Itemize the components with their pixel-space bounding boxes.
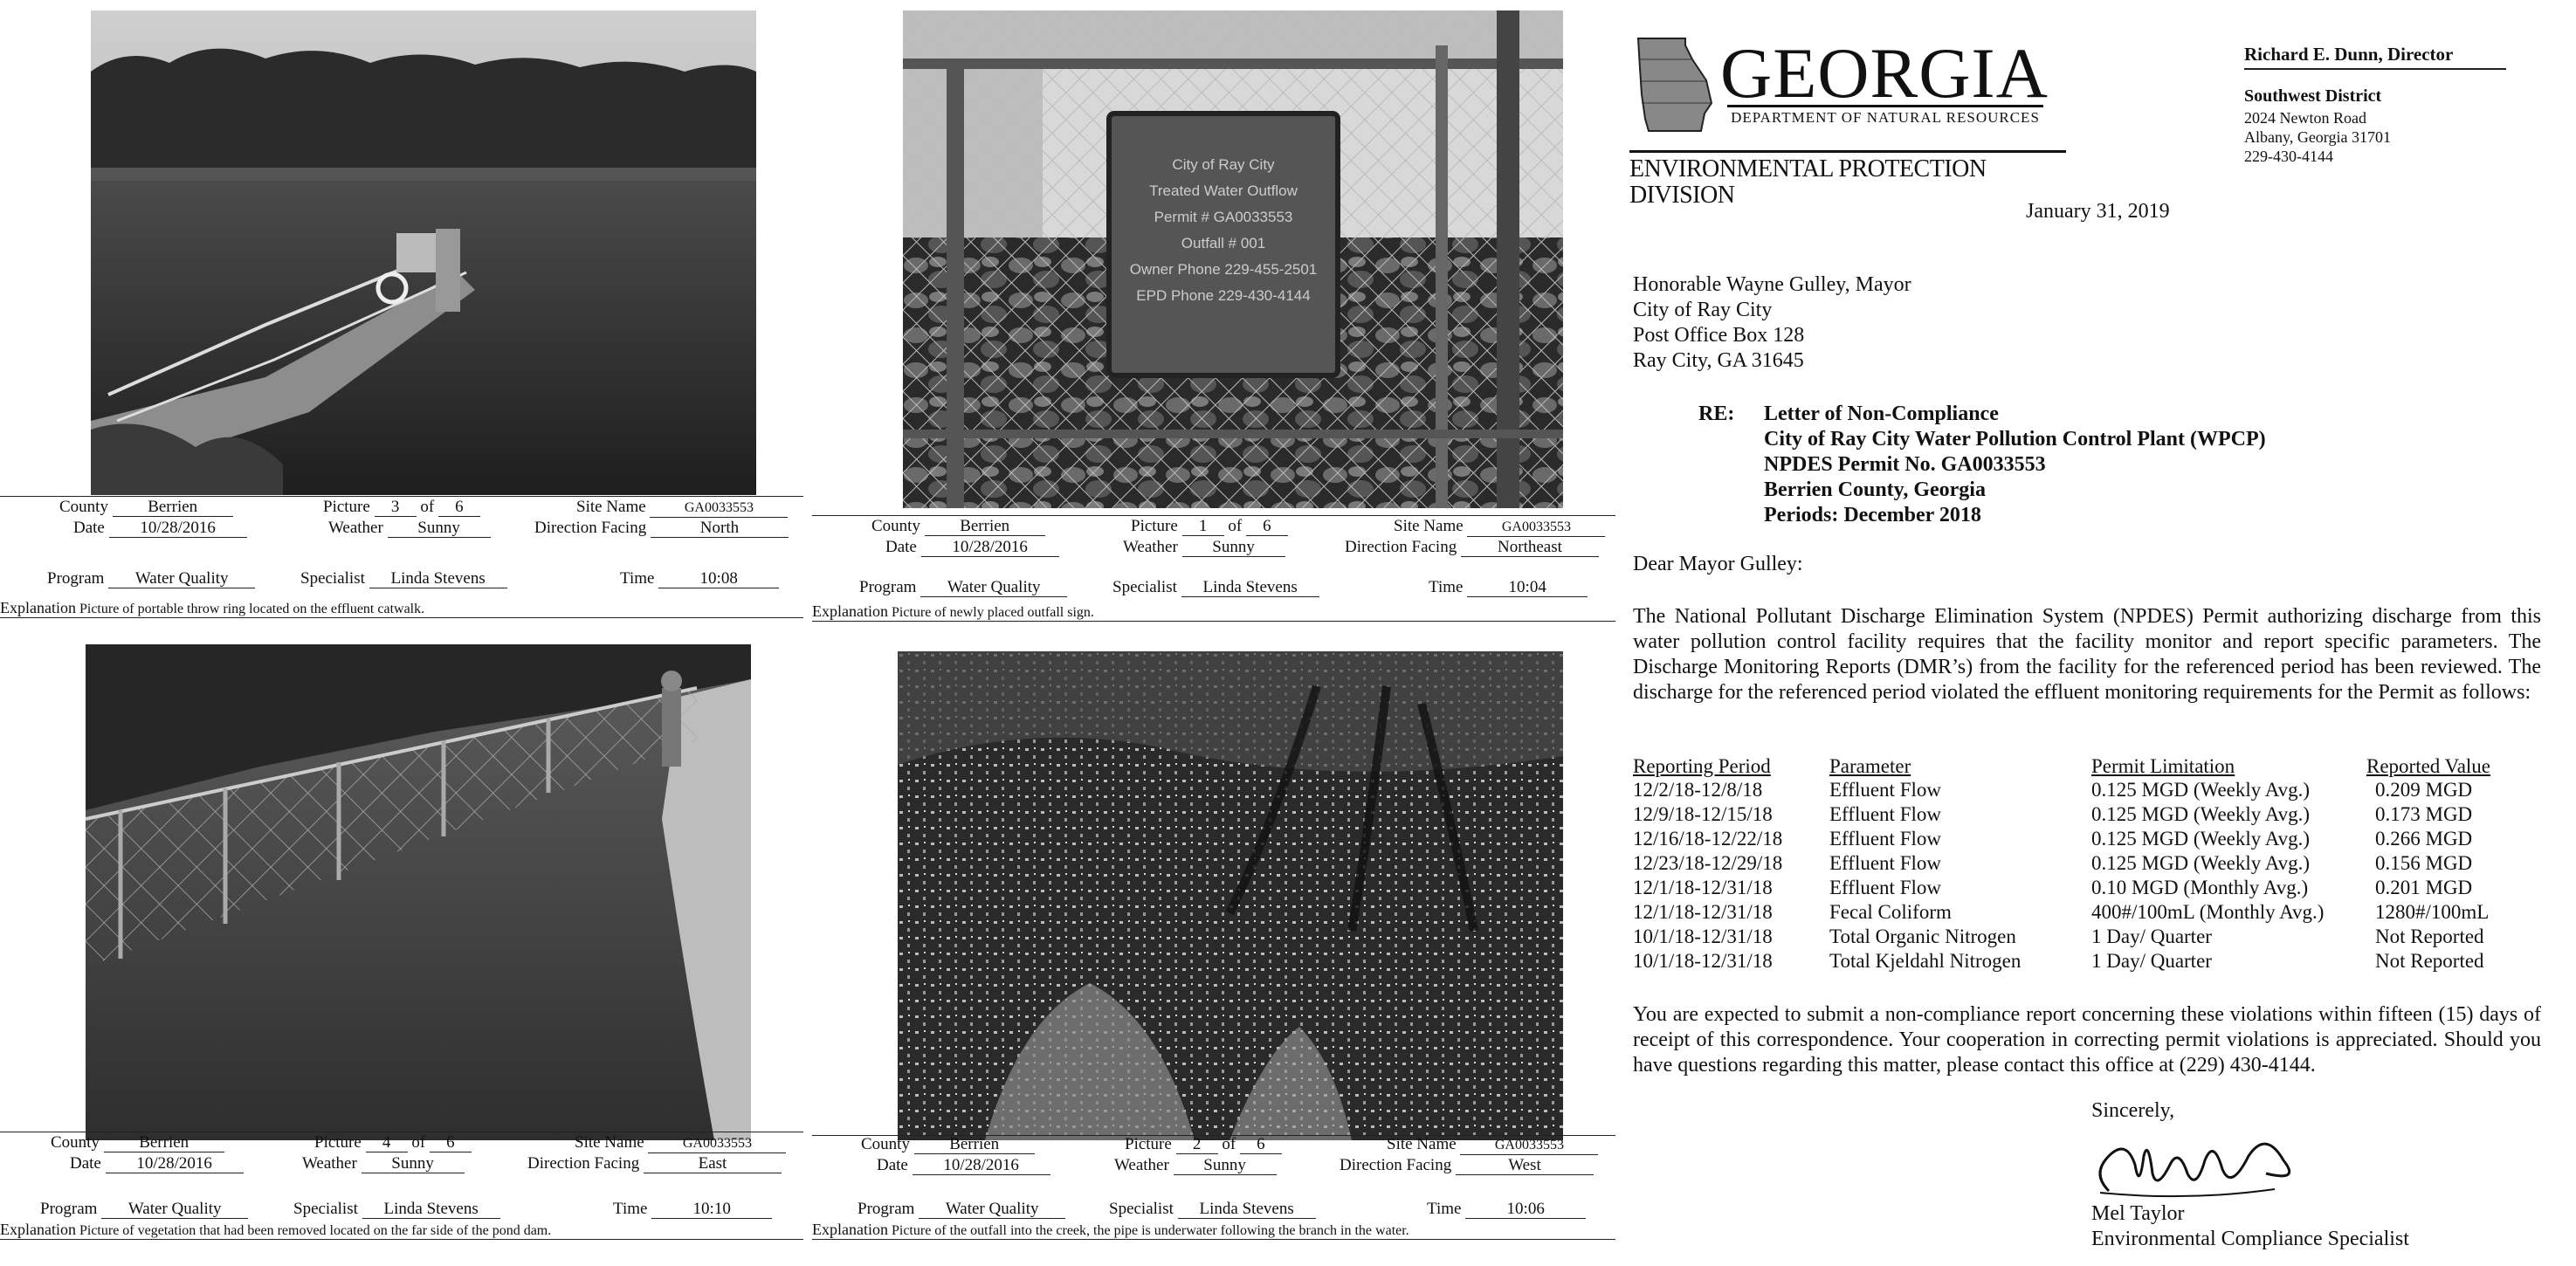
- site-name-value: GA0033553: [1460, 1137, 1598, 1155]
- column-header: Permit Limitation: [2091, 755, 2235, 777]
- time-label: Time: [620, 569, 655, 588]
- site-name-value: GA0033553: [648, 1135, 786, 1153]
- weather-value: Sunny: [362, 1155, 465, 1173]
- direction-value: East: [644, 1155, 782, 1173]
- sign-line: Permit # GA0033553: [1154, 209, 1293, 225]
- sign-line: Treated Water Outflow: [1149, 182, 1298, 199]
- sign-line: City of Ray City: [1172, 156, 1275, 173]
- time-value: 10:04: [1467, 579, 1588, 597]
- specialist-label: Specialist: [293, 1200, 358, 1218]
- cell-parameter: Total Kjeldahl Nitrogen: [1829, 950, 2022, 972]
- county-label: County: [59, 498, 108, 516]
- table-row: [1633, 851, 2506, 876]
- cell-parameter: Total Organic Nitrogen: [1829, 925, 2016, 947]
- photo-creek-outfall-image: [898, 651, 1563, 1140]
- picture-total: 6: [438, 499, 480, 517]
- program-label: Program: [40, 1200, 98, 1218]
- photo-creek-outfall: [898, 651, 1563, 1140]
- re-label: RE:: [1698, 403, 1735, 425]
- cell-parameter: Effluent Flow: [1829, 877, 1941, 898]
- specialist-value: Linda Stevens: [1181, 579, 1319, 597]
- of-label: of: [1222, 1135, 1236, 1153]
- specialist-label: Specialist: [1109, 1200, 1174, 1218]
- recipient-address: [1633, 272, 1911, 374]
- date-value: 10/28/2016: [921, 539, 1059, 557]
- cell-limit: 0.125 MGD (Weekly Avg.): [2091, 779, 2311, 801]
- photo-card-2: [812, 0, 1615, 627]
- re-line: Letter of Non-Compliance: [1764, 403, 1999, 425]
- cell-value: 0.209 MGD: [2375, 779, 2473, 801]
- program-label: Program: [858, 1200, 915, 1218]
- column-header: Parameter: [1829, 755, 1911, 777]
- program-value: Water Quality: [101, 1201, 248, 1219]
- photo-1-metadata: [0, 496, 803, 627]
- violations-table: [1633, 754, 2506, 974]
- photo-outfall-sign: [903, 10, 1563, 508]
- cell-limit: 0.125 MGD (Weekly Avg.): [2091, 852, 2311, 874]
- specialist-value: Linda Stevens: [362, 1201, 500, 1219]
- time-value: 10:08: [658, 570, 779, 588]
- county-label: County: [861, 1135, 910, 1153]
- county-value: Berrien: [925, 518, 1045, 536]
- weather-value: Sunny: [1174, 1157, 1277, 1175]
- non-compliance-letter: [1624, 17, 2559, 1257]
- site-name-label: Site Name: [1394, 517, 1464, 535]
- cell-period: 12/9/18-12/15/18: [1633, 803, 1773, 825]
- time-label: Time: [613, 1200, 648, 1218]
- cell-value: Not Reported: [2375, 950, 2484, 972]
- cell-limit: 0.10 MGD (Monthly Avg.): [2091, 877, 2309, 898]
- date-value: 10/28/2016: [109, 519, 247, 538]
- program-label: Program: [47, 569, 105, 588]
- site-name-label: Site Name: [1387, 1135, 1457, 1153]
- county-label: County: [51, 1133, 100, 1152]
- column-header: Reporting Period: [1633, 755, 1771, 777]
- specialist-value: Linda Stevens: [369, 570, 507, 588]
- cell-limit: 1 Day/ Quarter: [2091, 950, 2212, 972]
- cell-period: 12/1/18-12/31/18: [1633, 877, 1773, 898]
- district-address: [2244, 108, 2391, 166]
- signer-title: Environmental Compliance Specialist: [2091, 1228, 2409, 1250]
- body-paragraph-1: The National Pollutant Discharge Elimination System (NPDES) Permit authorizing discharge from this water pollution control facility requires that the facility monitor and report specific parameters. The Discharge Monitoring Reports (DMR’s) from the facility for the referenced period has been reviewed. The discharge for the referenced period violated the effluent monitoring requirements for the Permit as follows:: [1633, 605, 2541, 704]
- cell-limit: 1 Day/ Quarter: [2091, 925, 2212, 947]
- picture-label: Picture: [314, 1133, 362, 1152]
- re-line: NPDES Permit No. GA0033553: [1764, 453, 2046, 476]
- cell-value: 0.266 MGD: [2375, 828, 2473, 850]
- specialist-label: Specialist: [300, 569, 365, 588]
- cell-value: 0.201 MGD: [2375, 877, 2473, 898]
- photo-effluent-catwalk-image: [91, 10, 756, 495]
- date-value: 10/28/2016: [913, 1157, 1050, 1175]
- table-row: [1633, 900, 2506, 925]
- time-label: Time: [1429, 578, 1464, 596]
- district-name: Southwest District: [2244, 86, 2382, 106]
- director-name: Richard E. Dunn, Director: [2244, 44, 2454, 65]
- address-line: 2024 Newton Road: [2244, 109, 2366, 127]
- table-row: [1633, 925, 2506, 949]
- explanation-text: Picture of newly placed outfall sign.: [891, 605, 1094, 620]
- site-name-value: GA0033553: [650, 499, 788, 518]
- cell-period: 12/16/18-12/22/18: [1633, 828, 1783, 850]
- georgia-map-icon: [1631, 33, 1718, 145]
- signer-name: Mel Taylor: [2091, 1202, 2185, 1225]
- county-label: County: [871, 517, 920, 535]
- county-value: Berrien: [914, 1136, 1035, 1154]
- recipient-line: City of Ray City: [1633, 299, 1773, 321]
- county-value: Berrien: [113, 499, 233, 517]
- time-label: Time: [1427, 1200, 1462, 1218]
- photo-pond-dam-vegetation-image: [86, 644, 751, 1140]
- cell-period: 12/23/18-12/29/18: [1633, 852, 1783, 874]
- picture-label: Picture: [1131, 517, 1178, 535]
- of-label: of: [1228, 517, 1243, 535]
- table-row: [1633, 827, 2506, 851]
- direction-value: North: [651, 519, 789, 538]
- weather-label: Weather: [302, 1154, 357, 1173]
- weather-label: Weather: [1114, 1156, 1169, 1174]
- photo-3-metadata: [0, 1132, 803, 1263]
- cell-limit: 0.125 MGD (Weekly Avg.): [2091, 828, 2311, 850]
- picture-number: 3: [375, 499, 417, 517]
- program-value: Water Quality: [920, 579, 1067, 597]
- photo-2-metadata: [812, 515, 1615, 646]
- date-label: Date: [70, 1154, 101, 1173]
- cell-period: 12/1/18-12/31/18: [1633, 901, 1773, 923]
- table-row: [1633, 949, 2506, 974]
- re-line: Periods: December 2018: [1764, 504, 1981, 526]
- picture-number: 2: [1176, 1136, 1218, 1154]
- photo-card-3: [0, 636, 803, 1263]
- direction-label: Direction Facing: [1345, 538, 1457, 556]
- cell-period: 10/1/18-12/31/18: [1633, 950, 1773, 972]
- explanation-text: Picture of the outfall into the creek, the pipe is underwater following the branch in the water.: [891, 1223, 1409, 1238]
- site-name-label: Site Name: [576, 498, 646, 516]
- cell-limit: 0.125 MGD (Weekly Avg.): [2091, 803, 2311, 825]
- cell-limit: 400#/100mL (Monthly Avg.): [2091, 901, 2325, 923]
- cell-parameter: Fecal Coliform: [1829, 901, 1952, 923]
- recipient-line: Ray City, GA 31645: [1633, 349, 1804, 372]
- closing: Sincerely,: [2091, 1099, 2175, 1122]
- date-value: 10/28/2016: [106, 1155, 244, 1173]
- violations-header-row: [1633, 754, 2506, 778]
- picture-number: 1: [1182, 518, 1224, 536]
- address-line: 229-430-4144: [2244, 148, 2333, 165]
- photo-4-metadata: [812, 1135, 1615, 1266]
- picture-number: 4: [366, 1134, 408, 1152]
- epd-logo-text: ENVIRONMENTAL PROTECTION DIVISION: [1629, 150, 2066, 209]
- photo-outfall-sign-image: [903, 10, 1563, 508]
- cell-parameter: Effluent Flow: [1829, 803, 1941, 825]
- cell-value: 0.173 MGD: [2375, 803, 2473, 825]
- table-row: [1633, 802, 2506, 827]
- cell-parameter: Effluent Flow: [1829, 779, 1941, 801]
- table-row: [1633, 778, 2506, 802]
- letter-date: January 31, 2019: [2026, 200, 2170, 223]
- dnr-logo-text: DEPARTMENT OF NATURAL RESOURCES: [1727, 105, 2043, 127]
- column-header: Reported Value: [2366, 755, 2491, 777]
- sign-line: EPD Phone 229-430-4144: [1136, 287, 1311, 304]
- picture-total: 6: [1246, 518, 1288, 536]
- date-label: Date: [885, 538, 917, 556]
- explanation-text: Picture of vegetation that had been removed located on the far side of the pond dam.: [79, 1223, 552, 1238]
- table-row: [1633, 876, 2506, 900]
- picture-label: Picture: [1125, 1135, 1172, 1153]
- program-label: Program: [859, 578, 917, 596]
- date-label: Date: [877, 1156, 908, 1174]
- direction-value: West: [1456, 1157, 1594, 1175]
- direction-label: Direction Facing: [534, 519, 647, 537]
- georgia-logo-word: GEORGIA: [1720, 33, 2049, 113]
- photo-card-1: [0, 0, 803, 627]
- cell-period: 10/1/18-12/31/18: [1633, 925, 1773, 947]
- re-line: City of Ray City Water Pollution Control Plant (WPCP): [1764, 428, 2266, 451]
- recipient-line: Honorable Wayne Gulley, Mayor: [1633, 273, 1911, 296]
- re-subject: [1764, 402, 2266, 528]
- weather-label: Weather: [1123, 538, 1178, 556]
- weather-label: Weather: [328, 519, 383, 537]
- weather-value: Sunny: [388, 519, 491, 538]
- cell-parameter: Effluent Flow: [1829, 828, 1941, 850]
- explanation-label: Explanation: [812, 1221, 888, 1238]
- photo-effluent-catwalk: [91, 10, 756, 495]
- program-value: Water Quality: [108, 570, 255, 588]
- county-value: Berrien: [104, 1134, 224, 1152]
- photo-pond-dam-vegetation: [86, 644, 751, 1140]
- cell-period: 12/2/18-12/8/18: [1633, 779, 1763, 801]
- body-paragraph-2: You are expected to submit a non-compliance report concerning these violations within fifteen (15) days of receipt of this correspondence. Your cooperation in correcting permit violations is appreciated. Should you have questions regarding this matter, please contact this office at (229) 430-4144.: [1633, 1003, 2541, 1077]
- of-label: of: [411, 1133, 426, 1152]
- cell-value: Not Reported: [2375, 925, 2484, 947]
- direction-label: Direction Facing: [1340, 1156, 1452, 1174]
- re-line: Berrien County, Georgia: [1764, 478, 1986, 501]
- direction-label: Direction Facing: [527, 1154, 640, 1173]
- cell-parameter: Effluent Flow: [1829, 852, 1941, 874]
- picture-total: 6: [430, 1134, 472, 1152]
- address-line: Albany, Georgia 31701: [2244, 128, 2391, 146]
- of-label: of: [420, 498, 435, 516]
- recipient-line: Post Office Box 128: [1633, 324, 1805, 347]
- explanation-text: Picture of portable throw ring located on the effluent catwalk.: [79, 602, 425, 616]
- picture-label: Picture: [323, 498, 370, 516]
- direction-value: Northeast: [1461, 539, 1599, 557]
- specialist-label: Specialist: [1112, 578, 1177, 596]
- weather-value: Sunny: [1182, 539, 1285, 557]
- salutation: Dear Mayor Gulley:: [1633, 553, 1803, 575]
- date-label: Date: [73, 519, 105, 537]
- time-value: 10:10: [651, 1201, 772, 1219]
- site-name-label: Site Name: [575, 1133, 644, 1152]
- cell-value: 0.156 MGD: [2375, 852, 2473, 874]
- picture-total: 6: [1240, 1136, 1282, 1154]
- site-name-value: GA0033553: [1467, 519, 1605, 537]
- time-value: 10:06: [1465, 1201, 1586, 1219]
- sign-line: Owner Phone 229-455-2501: [1129, 261, 1318, 278]
- program-value: Water Quality: [919, 1201, 1065, 1219]
- cell-value: 1280#/100mL: [2375, 901, 2490, 923]
- explanation-label: Explanation: [812, 602, 888, 620]
- sign-line: Outfall # 001: [1181, 235, 1266, 251]
- explanation-label: Explanation: [0, 599, 76, 616]
- specialist-value: Linda Stevens: [1178, 1201, 1316, 1219]
- explanation-label: Explanation: [0, 1221, 76, 1238]
- photo-card-4: [812, 636, 1615, 1263]
